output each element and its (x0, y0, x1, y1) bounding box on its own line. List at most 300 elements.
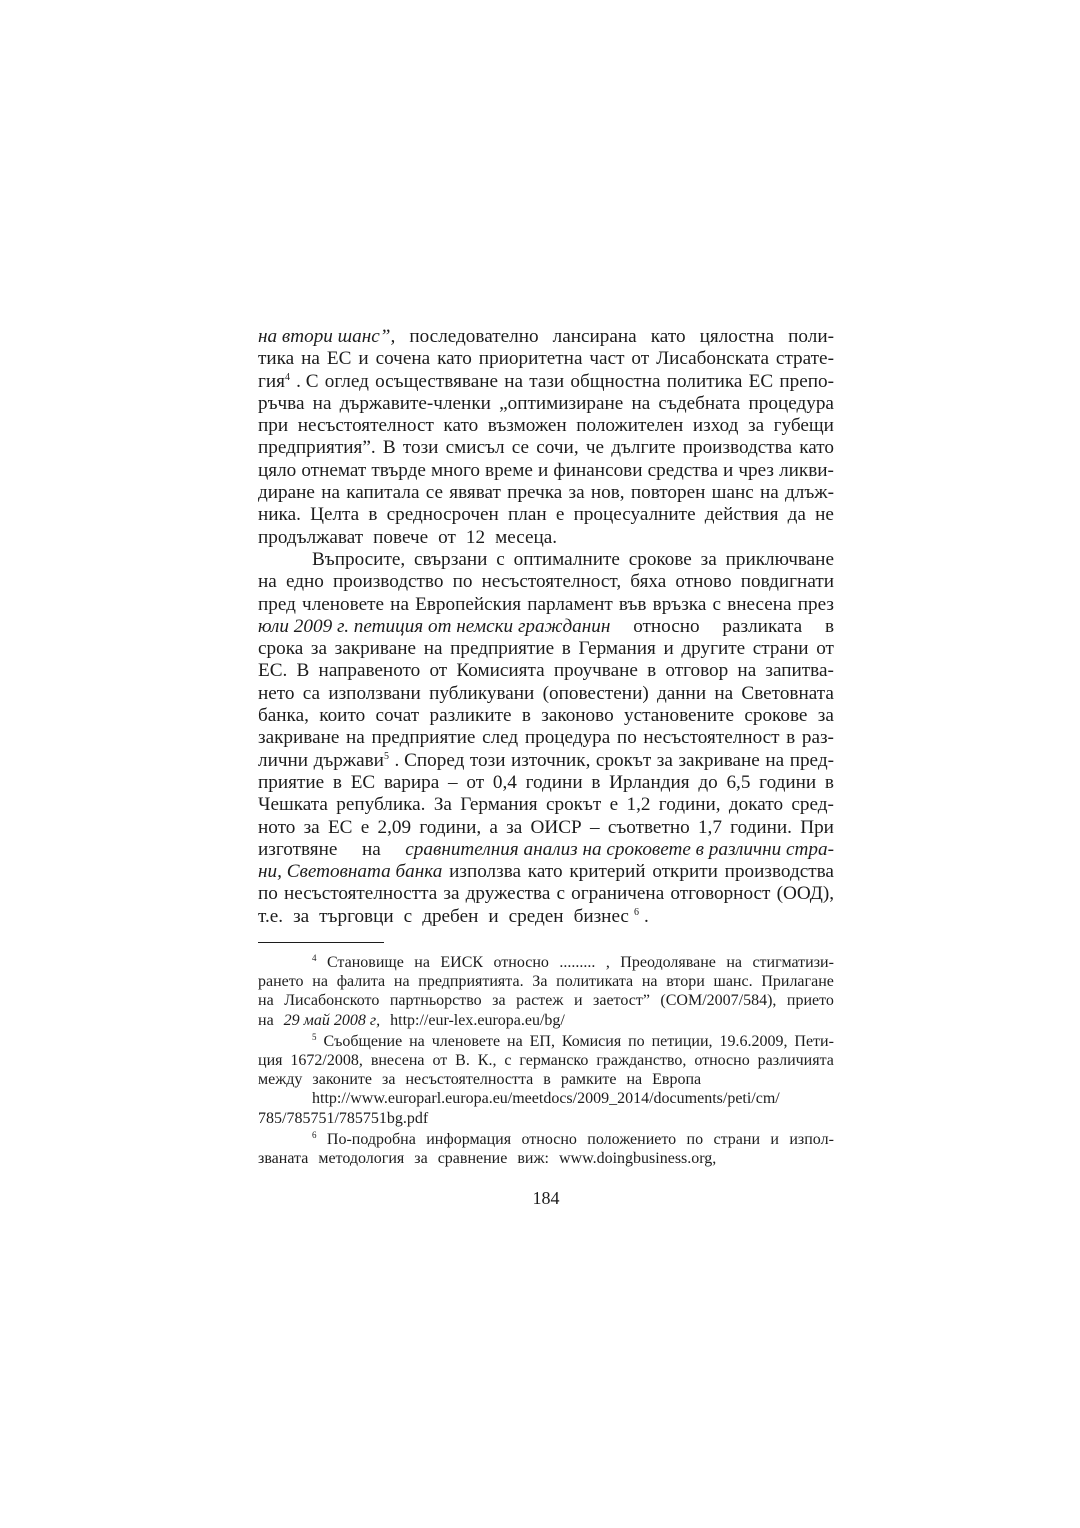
segment-text: партньорство (389, 992, 482, 1010)
segment-text: сред- (791, 794, 834, 816)
segment-text: 6,5 (726, 771, 751, 793)
text-segment (301, 460, 366, 482)
segment-text: последователно (409, 326, 539, 347)
body-line (258, 348, 834, 370)
segment-text: ОИСР (530, 816, 582, 838)
text-segment (504, 1051, 511, 1070)
segment-text: за (568, 482, 585, 504)
segment-text: ......... (559, 954, 596, 972)
segment-text: Лисабонското (284, 992, 380, 1010)
text-segment (630, 571, 666, 593)
segment-text: република. (336, 794, 426, 816)
segment-text: на (393, 973, 410, 991)
text-segment (726, 549, 834, 571)
segment-text: 0,4 (492, 771, 517, 793)
text-segment (507, 1032, 523, 1051)
segment-text: и (358, 348, 369, 370)
segment-text: За (433, 794, 452, 816)
segment-text: приоритетна (478, 348, 583, 370)
text-segment (556, 883, 565, 905)
text-segment (376, 348, 431, 370)
segment-text: ЕС (326, 348, 352, 370)
segment-text: по (452, 571, 473, 593)
text-segment (785, 482, 834, 504)
segment-text: Становище (326, 954, 404, 972)
segment-text: в (786, 727, 796, 749)
text-segment (258, 683, 295, 705)
segment-text: повече (373, 526, 429, 548)
text-segment (286, 571, 324, 593)
text-segment (336, 794, 425, 816)
text-segment (419, 817, 481, 839)
segment-text: Европейския (415, 593, 522, 615)
text-segment (526, 772, 583, 794)
text-segment (387, 504, 499, 526)
text-segment (741, 571, 834, 593)
segment-text: предприятия”. (258, 437, 376, 459)
segment-text: лични (258, 749, 309, 771)
segment-text: Ирландия (609, 771, 690, 793)
segment-text: и (663, 638, 674, 660)
text-segment (302, 594, 384, 616)
text-segment (258, 1070, 307, 1089)
text-segment (574, 504, 696, 526)
text-segment (371, 460, 426, 482)
text-segment (499, 393, 623, 415)
text-segment (438, 527, 461, 549)
text-segment (403, 437, 439, 459)
text-segment (494, 953, 549, 972)
text-segment (543, 683, 649, 705)
text-segment (508, 504, 547, 526)
segment-text: запитва- (765, 660, 834, 682)
segment-text: несъстоятелността (284, 883, 438, 905)
segment-text: юли 2009 г. петиция от немски гражданин (258, 615, 611, 637)
text-segment (626, 794, 650, 816)
text-segment (482, 571, 621, 593)
segment-text: заетост” (593, 992, 650, 1010)
text-segment (657, 750, 673, 772)
text-segment (765, 750, 784, 772)
segment-text: време (485, 459, 533, 481)
segment-text: а (489, 816, 498, 838)
text-segment (705, 504, 779, 526)
text-segment (825, 616, 834, 638)
text-segment (328, 817, 353, 839)
segment-text: Целта (310, 504, 360, 526)
segment-text: е (609, 794, 619, 816)
segment-text: 785/785751/785751bg.pdf (258, 1109, 429, 1127)
text-segment (659, 794, 721, 816)
text-segment (816, 638, 834, 660)
segment-text: критерий (569, 861, 646, 883)
text-segment (362, 839, 381, 861)
text-segment (752, 953, 833, 972)
segment-text: ликви- (779, 459, 834, 481)
segment-text: предприятие (371, 727, 476, 749)
text-segment (506, 817, 522, 839)
segment-text: тази (529, 370, 565, 392)
segment-text: в (591, 771, 601, 793)
footnote-line (258, 991, 834, 1010)
footnote-line (258, 953, 834, 972)
segment-text: през (797, 593, 834, 615)
segment-text: не (815, 504, 834, 526)
text-segment (626, 1070, 647, 1089)
text-segment (678, 750, 759, 772)
segment-text: губещи (773, 415, 834, 437)
segment-text: сочена (375, 348, 431, 370)
segment-text: положителен (576, 415, 684, 437)
segment-text: на (726, 954, 742, 972)
text-segment (258, 1011, 279, 1030)
segment-text: по (628, 1032, 645, 1050)
text-segment (569, 482, 585, 504)
text-segment (553, 460, 642, 482)
segment-text: дружества (465, 883, 551, 905)
segment-text: Съобщение (323, 1032, 403, 1050)
segment-text: изпол- (789, 1130, 834, 1148)
text-segment (394, 750, 464, 772)
text-segment (608, 817, 690, 839)
body-line (258, 638, 834, 660)
segment-text: на (631, 392, 651, 414)
text-segment (258, 750, 308, 772)
segment-text: относно (493, 954, 549, 972)
text-segment (504, 371, 523, 393)
segment-text: на (423, 638, 443, 660)
text-segment (438, 1149, 513, 1168)
text-segment (628, 1032, 645, 1051)
segment-text: законите (312, 1071, 373, 1089)
text-segment (611, 437, 675, 459)
text-segment (529, 371, 564, 393)
segment-text: отнемат (301, 459, 367, 481)
text-segment (371, 727, 475, 749)
text-segment (375, 371, 498, 393)
text-segment (787, 991, 834, 1010)
body-line (258, 549, 834, 571)
text-segment (434, 794, 452, 816)
segment-text: на (301, 348, 320, 370)
segment-text: растеж (516, 992, 564, 1010)
segment-text: процедура (748, 392, 834, 414)
segment-text: (оповестени) (542, 682, 649, 704)
text-segment (312, 953, 317, 972)
segment-text: предприятията. (418, 973, 524, 991)
text-segment (426, 1130, 511, 1149)
text-segment (749, 393, 834, 415)
segment-text: за (492, 992, 506, 1010)
footnote-separator (258, 942, 384, 943)
text-segment (426, 482, 443, 504)
text-segment (258, 794, 328, 816)
segment-text: много (430, 459, 480, 481)
segment-text: разликите (429, 705, 512, 727)
segment-text: на (258, 992, 274, 1010)
segment-text: процедура (524, 727, 611, 749)
segment-text: свързани (413, 548, 488, 570)
segment-text: (ООД), (776, 883, 834, 905)
text-segment (346, 482, 419, 504)
segment-text: процесуалните (573, 504, 696, 526)
segment-text: страни (752, 638, 809, 660)
text-segment (312, 1070, 377, 1089)
text-segment (714, 683, 733, 705)
body-line (258, 504, 834, 526)
text-segment (631, 482, 706, 504)
body-line (258, 437, 834, 459)
segment-text: проучване (553, 660, 638, 682)
text-segment (378, 817, 412, 839)
text-segment (536, 437, 578, 459)
segment-text: нов, (590, 482, 625, 504)
segment-text: 19.6.2009, (719, 1032, 788, 1050)
text-segment (593, 991, 650, 1010)
segment-text: ното (258, 816, 296, 838)
text-segment (327, 1130, 416, 1149)
segment-text: на (414, 954, 430, 972)
text-segment (633, 616, 699, 638)
segment-text: сочи, (536, 437, 579, 459)
segment-text: прието (786, 992, 834, 1010)
segment-text: и (537, 459, 549, 481)
text-segment (538, 460, 548, 482)
text-segment (297, 660, 310, 682)
segment-text: 1,7 (697, 816, 722, 838)
text-segment (656, 348, 769, 370)
footnote-marker: 5 (312, 1031, 317, 1042)
segment-text: закриване (334, 638, 417, 660)
footnote-line (258, 1130, 834, 1149)
text-segment (738, 460, 774, 482)
text-segment (758, 1051, 834, 1070)
text-segment (304, 817, 320, 839)
segment-text: в (824, 771, 834, 793)
segment-text: нето (258, 682, 295, 704)
text-segment (777, 883, 834, 905)
text-segment (443, 883, 459, 905)
text-segment (652, 1032, 713, 1051)
text-segment (453, 571, 473, 593)
segment-text: виж: (517, 1149, 549, 1167)
text-segment (424, 638, 443, 660)
segment-text: сравнителния анализ на сроковете в различни стра- (405, 838, 834, 860)
text-segment (798, 594, 834, 616)
text-segment (351, 772, 376, 794)
text-segment (788, 504, 806, 526)
footnote-marker: 6 (312, 1129, 317, 1140)
text-segment (258, 991, 274, 1010)
segment-text: пречка (507, 482, 563, 504)
text-segment (482, 727, 518, 749)
text-segment (723, 460, 733, 482)
text-segment (760, 482, 779, 504)
segment-text: този (402, 437, 439, 459)
text-segment (569, 861, 645, 883)
segment-text: изход (692, 415, 739, 437)
segment-text: внесена (370, 1051, 425, 1069)
segment-text: рамките (560, 1071, 617, 1089)
text-segment (619, 594, 647, 616)
text-segment (713, 594, 722, 616)
text-segment (517, 1149, 554, 1168)
text-segment (327, 953, 404, 972)
segment-text: 1,2 (626, 794, 651, 816)
segment-text: званата (258, 1149, 309, 1167)
text-segment (774, 415, 834, 437)
segment-text: тика (258, 348, 295, 370)
segment-text: по (686, 1130, 704, 1148)
footnote-ref: 6 (633, 906, 639, 918)
footnote-line (258, 972, 834, 991)
segment-text: които (319, 705, 366, 727)
segment-text: се (511, 437, 530, 459)
segment-text: среден (508, 905, 564, 927)
text-segment (652, 1070, 706, 1089)
segment-text: лансирана (552, 326, 637, 347)
text-segment (327, 348, 352, 370)
footnotes (258, 953, 834, 1168)
segment-text: приключване (725, 548, 834, 570)
text-segment (323, 1032, 402, 1051)
segment-text: по (258, 883, 278, 905)
text-segment (527, 594, 613, 616)
segment-text: ЕС. (258, 660, 288, 682)
body-line (258, 906, 834, 928)
segment-text: да (787, 504, 806, 526)
text-segment (648, 460, 718, 482)
text-segment (620, 953, 716, 972)
text-segment (652, 861, 718, 883)
segment-text: за (700, 548, 717, 570)
text-segment (258, 817, 295, 839)
segment-text: на (641, 973, 658, 991)
segment-text: за (443, 883, 460, 905)
segment-text: е (360, 816, 370, 838)
text-segment (312, 549, 405, 571)
text-segment (631, 393, 650, 415)
segment-text: цяло (258, 459, 297, 481)
segment-text: твърде (371, 459, 426, 481)
text-segment (384, 772, 439, 794)
text-segment (722, 616, 802, 638)
segment-text: срокове (744, 705, 808, 727)
text-segment (333, 772, 342, 794)
body-line (258, 571, 834, 593)
text-segment (511, 750, 590, 772)
segment-text: повторен (630, 482, 706, 504)
text-segment (700, 326, 774, 348)
text-segment (617, 727, 637, 749)
text-segment (432, 1032, 500, 1051)
text-segment (687, 1130, 704, 1149)
footnote-ref: 5 (383, 750, 389, 762)
segment-text: Германия (460, 794, 538, 816)
segment-text: закриване (258, 727, 340, 749)
text-segment (311, 638, 327, 660)
text-segment (507, 482, 562, 504)
text-segment (409, 1032, 425, 1051)
segment-text: като (527, 861, 563, 883)
text-segment (466, 883, 551, 905)
text-segment (405, 839, 834, 861)
text-segment (488, 906, 503, 928)
segment-text: на (258, 571, 277, 593)
segment-text: на (507, 1032, 523, 1050)
body-text (258, 326, 834, 928)
segment-text: са (302, 682, 321, 704)
text-segment (414, 1149, 432, 1168)
text-segment (314, 750, 389, 772)
text-segment (576, 415, 683, 437)
segment-text: открити (652, 861, 718, 883)
text-segment (589, 348, 624, 370)
segment-text: информация (426, 1130, 512, 1148)
segment-text: В (382, 437, 396, 459)
text-segment (509, 906, 569, 928)
text-segment (554, 660, 638, 682)
text-segment (358, 348, 368, 370)
segment-text: варира (383, 771, 440, 793)
segment-text: години (525, 771, 583, 793)
text-segment (719, 1032, 787, 1051)
segment-text: срокове (628, 548, 692, 570)
segment-text: в (561, 638, 571, 660)
segment-text: като (437, 348, 472, 370)
text-segment (258, 460, 296, 482)
page-number: 184 (532, 1188, 560, 1209)
segment-text: членовете (302, 593, 385, 615)
segment-text: държавите-членки (339, 392, 491, 414)
text-segment (712, 482, 754, 504)
text-segment (319, 906, 398, 928)
segment-text: срокът (545, 794, 602, 816)
text-segment (799, 437, 834, 459)
text-segment (666, 972, 705, 991)
segment-text: с (556, 883, 566, 905)
segment-text: на (765, 749, 785, 771)
segment-text: продължават (258, 526, 364, 548)
segment-text: фалита (336, 973, 386, 991)
segment-text: политика (666, 370, 743, 392)
text-segment (770, 1130, 779, 1149)
text-segment (449, 482, 501, 504)
segment-text: препо- (779, 370, 834, 392)
segment-text: от (438, 526, 456, 548)
segment-text: срокът (595, 749, 652, 771)
segment-text: , (605, 954, 610, 972)
text-segment (404, 906, 418, 928)
text-segment (693, 415, 739, 437)
segment-text: Прилагане (761, 973, 834, 991)
segment-text: ция (258, 1051, 283, 1069)
body-line (258, 460, 834, 482)
segment-text: и (770, 1130, 779, 1148)
text-segment (788, 326, 834, 348)
segment-text: докато (728, 794, 784, 816)
text-segment (525, 727, 610, 749)
text-segment (429, 660, 447, 682)
segment-text: на (390, 593, 409, 615)
text-segment (284, 991, 379, 1010)
segment-text: като (443, 415, 479, 437)
segment-text: производства (682, 437, 792, 459)
text-segment (531, 817, 582, 839)
body-line (258, 594, 834, 616)
text-segment (512, 437, 529, 459)
segment-text: с (712, 593, 722, 615)
